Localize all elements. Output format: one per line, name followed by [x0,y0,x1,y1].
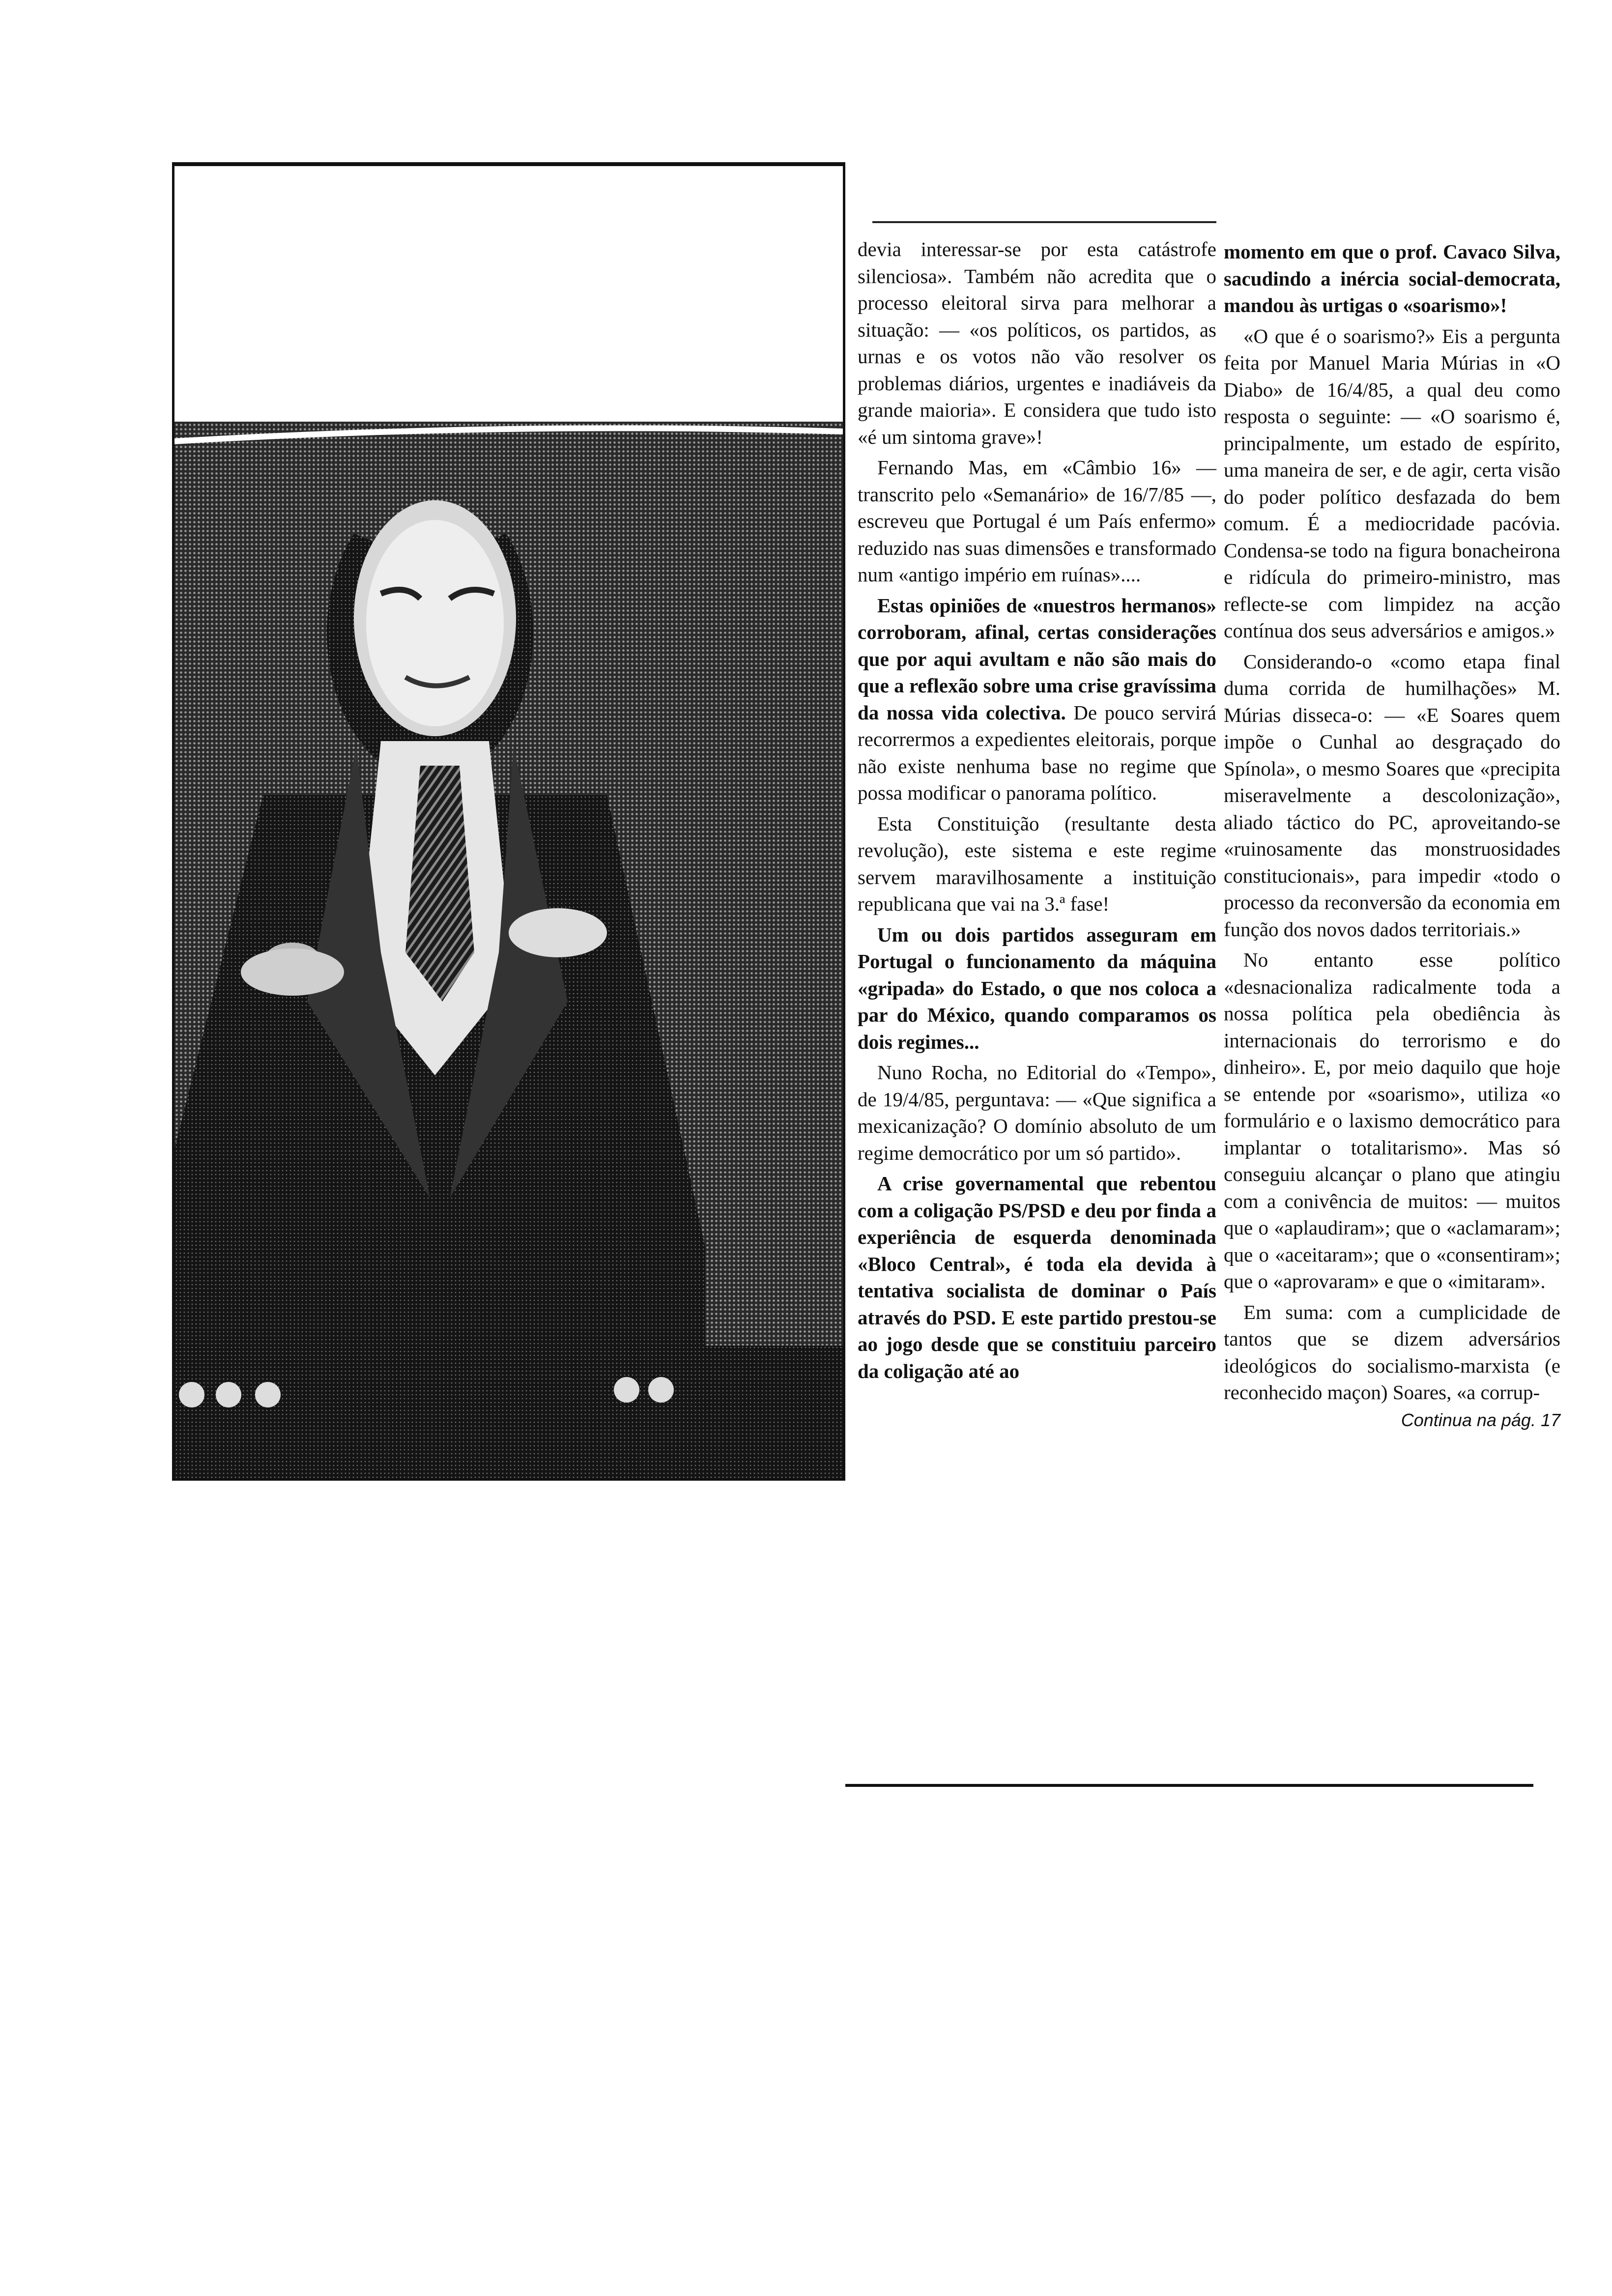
article-column-1 [858,236,1216,1388]
col2-paragraph-1: momento em que o prof. Cavaco Silva, sacudindo a inércia social-democrata, mandou às urtigas o «soarismo»! [1224,240,1560,316]
col2-paragraph-2: «O que é o soarismo?» Eis a pergunta feita por Manuel Maria Múrias in «O Diabo» de 16/4/85, a qual deu como resposta o seguinte: — «O soarismo é, principalmente, um estado de espírito, uma maneira de ser, e de agir, certa visão do poder político desfazada do bem comum. É a mediocridade pacóvia. Condensa-se todo na figura bonacheirona e ridícula do primeiro-ministro, mas reflecte-se com limpidez na acção contínua dos seus adversários e amigos.» [1224,324,1560,642]
col1-paragraph-5: Um ou dois partidos asseguram em Portugal o funcionamento da máquina «gripada» do Estado, o que nos coloca a par do México, quando comparamos os dois regimes... [858,923,1216,1053]
column-top-rule [872,221,1216,223]
continued-on-page-note: Continua na pág. 17 [1401,1409,1560,1430]
col1-paragraph-3-rest: De pouco servirá recorrermos a expedientes eleitorais, porque não existe nenhuma base no regime que possa modificar o panorama político. [858,701,1216,804]
article-column-2 [1224,238,1560,1434]
col2-paragraph-5: Em suma: com a cumplicidade de tantos que se dizem adversários ideológicos do socialismo-marxista (e reconhecido maçon) Soares, «a corrup- [1224,1300,1560,1404]
col1-paragraph-2: Fernando Mas, em «Câmbio 16» — transcrito pelo «Semanário» de 16/7/85 —, escreveu que Portugal é um País enfermo» reduzido nas suas dimensões e transformado num «antigo império em ruínas».... [858,456,1216,586]
col2-paragraph-3: Considerando-o «como etapa final duma corrida de humilhações» M. Múrias disseca-o: — «E Soares quem impõe o Cunhal ao desgraçado do Spínola», o mesmo Soares que «precipita miseravelmente a descolonização», aliado táctico do PC, aproveitando-se «ruinosamente das monstruosidades constitucionais», para impedir «todo o processo da reconversão da economia em função dos novos dados territoriais.» [1224,650,1560,941]
col1-paragraph-3-bold: Estas opiniões de «nuestros hermanos» corroboram, afinal, certas considerações que por aqui avultam e não são mais do que a reflexão sobre uma crise gravíssima da nossa vida colectiva. [858,594,1216,724]
col2-paragraph-4: No entanto esse político «desnacionaliza radicalmente toda a nossa política pela obediência às internacionais do terrorismo e do dinheiro». E, por meio daquilo que hoje se entende por «soarismo», utiliza «o formulário e o laxismo democrático para implantar o totalitarismo». Mas só conseguiu alcançar o plano que atingiu com a conivência de muitos: — muitos que o «aplaudiram»; que o «aclamaram»; que o «aceitaram»; que o «consentiram»; que o «aprovaram» e que o «imitaram». [1224,948,1560,1292]
column-bottom-rule [845,1784,1533,1787]
col1-paragraph-4: Esta Constituição (resultante desta revolução), este sistema e este regime servem maravilhosamente a instituição republicana que vai na 3.ª fase! [858,812,1216,915]
portrait-photo-graphic [174,166,843,1478]
col1-paragraph-7: A crise governamental que rebentou com a coligação PS/PSD e deu por finda a experiência de esquerda denominada «Bloco Central», é toda ela devida à tentativa socialista de dominar o País através do PSD. E este partido prestou-se ao jogo desde que se constituiu parceiro da coligação até ao [858,1172,1216,1382]
portrait-photo [172,162,845,1481]
col1-paragraph-1: devia interessar-se por esta catástrofe silenciosa». Também não acredita que o processo eleitoral sirva para melhorar a situação: — «os políticos, os partidos, as urnas e os votos não vão resolver os problemas diários, urgentes e inadiáveis da grande maioria». E considera que tudo isto «é um sintoma grave»! [858,238,1216,448]
col1-paragraph-3 [858,592,1216,806]
col1-paragraph-6: Nuno Rocha, no Editorial do «Tempo», de 19/4/85, perguntava: — «Que significa a mexicanização? O domínio absoluto de um regime democrático por um só partido». [858,1061,1216,1164]
